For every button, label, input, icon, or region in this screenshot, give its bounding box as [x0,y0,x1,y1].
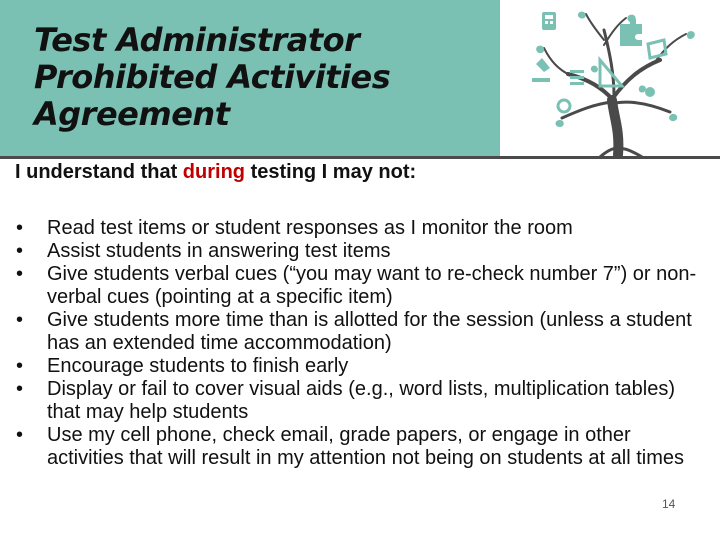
bullet-icon: • [16,217,24,239]
page-number: 14 [662,497,676,511]
title-banner [0,0,500,157]
list-item: • Give students more time than is allotted for the session (unless a student has an extended time accommodation) [16,309,692,354]
list-item: • Read test items or student responses as I monitor the room [16,217,573,239]
intro-statement: I understand that during testing I may not: [15,161,417,183]
bullet-icon: • [16,355,24,377]
prohibited-activities-list [16,217,706,470]
bullet-icon: • [16,309,24,331]
calculator-icon [542,12,556,30]
header-divider [0,156,720,159]
bullet-icon: • [16,240,24,262]
list-item: • Encourage students to finish early [16,355,349,377]
bullet-icon: • [16,263,24,285]
tree-icon [500,0,720,157]
list-item: • Use my cell phone, check email, grade papers, or engage in other activities that will result in my attention not being on students at all times [16,424,684,469]
list-item: • Give students verbal cues (“you may want to re-check number 7”) or non-verbal cues (pointing at a specific item) [16,263,697,308]
microscope-icon [532,58,550,82]
list-item: • Display or fail to cover visual aids (e.g., word lists, multiplication tables) that may help students [16,378,676,423]
highlight-during: during [182,161,246,183]
list-item: • Assist students in answering test items [16,240,391,262]
slide-title: Test Administrator Prohibited Activities Agreement [34,21,391,133]
bullet-icon: • [16,424,24,446]
bullet-icon: • [16,378,24,400]
book-icon [648,40,666,58]
